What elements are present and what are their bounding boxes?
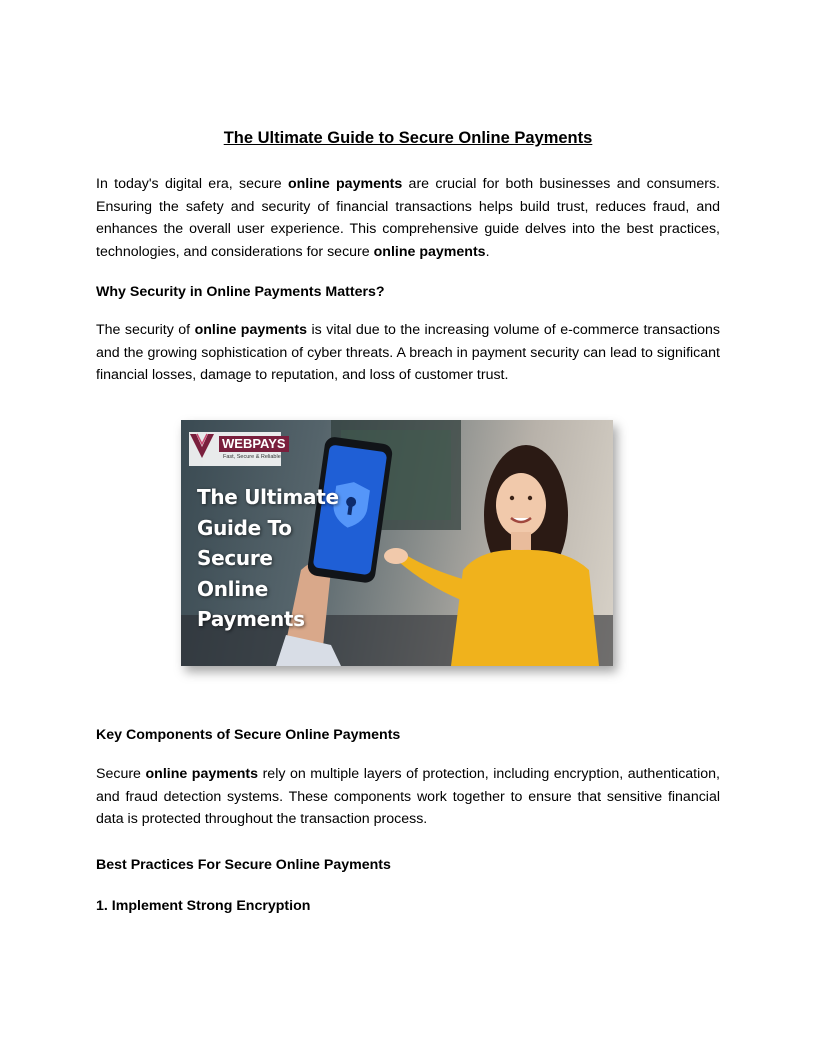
woman-arm [399,555,466,600]
woman-sweater [451,550,599,666]
woman-eye-left [510,496,514,500]
intro-keyword-1: online payments [287,176,403,192]
hero-title-line-5: Payments [197,607,305,631]
logo-v-icon [189,432,215,460]
hero-title-line-4: Online [197,576,268,601]
hero-image [181,420,613,666]
woman-face [496,473,546,537]
document-title: The Ultimate Guide to Secure Online Payments [223,129,593,147]
intro-text-3: . [485,243,490,260]
hero-title [197,482,367,635]
heading-why-security: Why Security in Online Payments Matters? [96,284,385,300]
woman-hand [384,548,408,564]
hero-title-line-3: Secure [197,546,273,570]
hero-title-line-2: Guide To [197,515,292,540]
key-components-paragraph [96,763,720,831]
intro-text-1: In today's digital era, secure [96,176,288,192]
key-keyword-1: online payments [145,766,259,782]
woman-eye-right [528,496,532,500]
intro-paragraph [96,173,720,263]
logo-wordmark: WEBPAYS [219,436,289,452]
why-text-2: is vital due to the increasing volume of e-commerce transactions and the growing sophistication of cyber threats. A breach in payment security can lead to significant financial losses, damage to reputation, and loss of customer trust. [96,322,720,383]
woman-smile [511,518,531,522]
why-keyword-1: online payments [194,322,308,338]
intro-text-2: are crucial for both businesses and consumers. Ensuring the safety and security of financial transactions helps build trust, reduces fraud, and enhances the overall user experience. This comprehensive guide delves into the best practices, technologies, and considerations for secure [96,176,720,260]
why-security-paragraph [96,319,720,387]
webpays-logo [189,432,286,466]
key-text-1: Secure [96,766,146,782]
why-text-1: The security of [96,322,195,338]
woman-neck [511,532,531,552]
heading-best-practices: Best Practices For Secure Online Payments [96,857,391,873]
intro-keyword-2: online payments [373,243,486,260]
hero-title-line-1: The Ultimate [197,485,339,509]
heading-strong-encryption: 1. Implement Strong Encryption [96,898,311,914]
key-text-2: rely on multiple layers of protection, including encryption, authentication, and fraud detection systems. These components work together to ensure that sensitive financial data is protected throughout the transaction process. [96,766,720,827]
logo-tagline: Fast, Secure & Reliable [223,454,281,460]
heading-key-components: Key Components of Secure Online Payments [96,727,401,743]
